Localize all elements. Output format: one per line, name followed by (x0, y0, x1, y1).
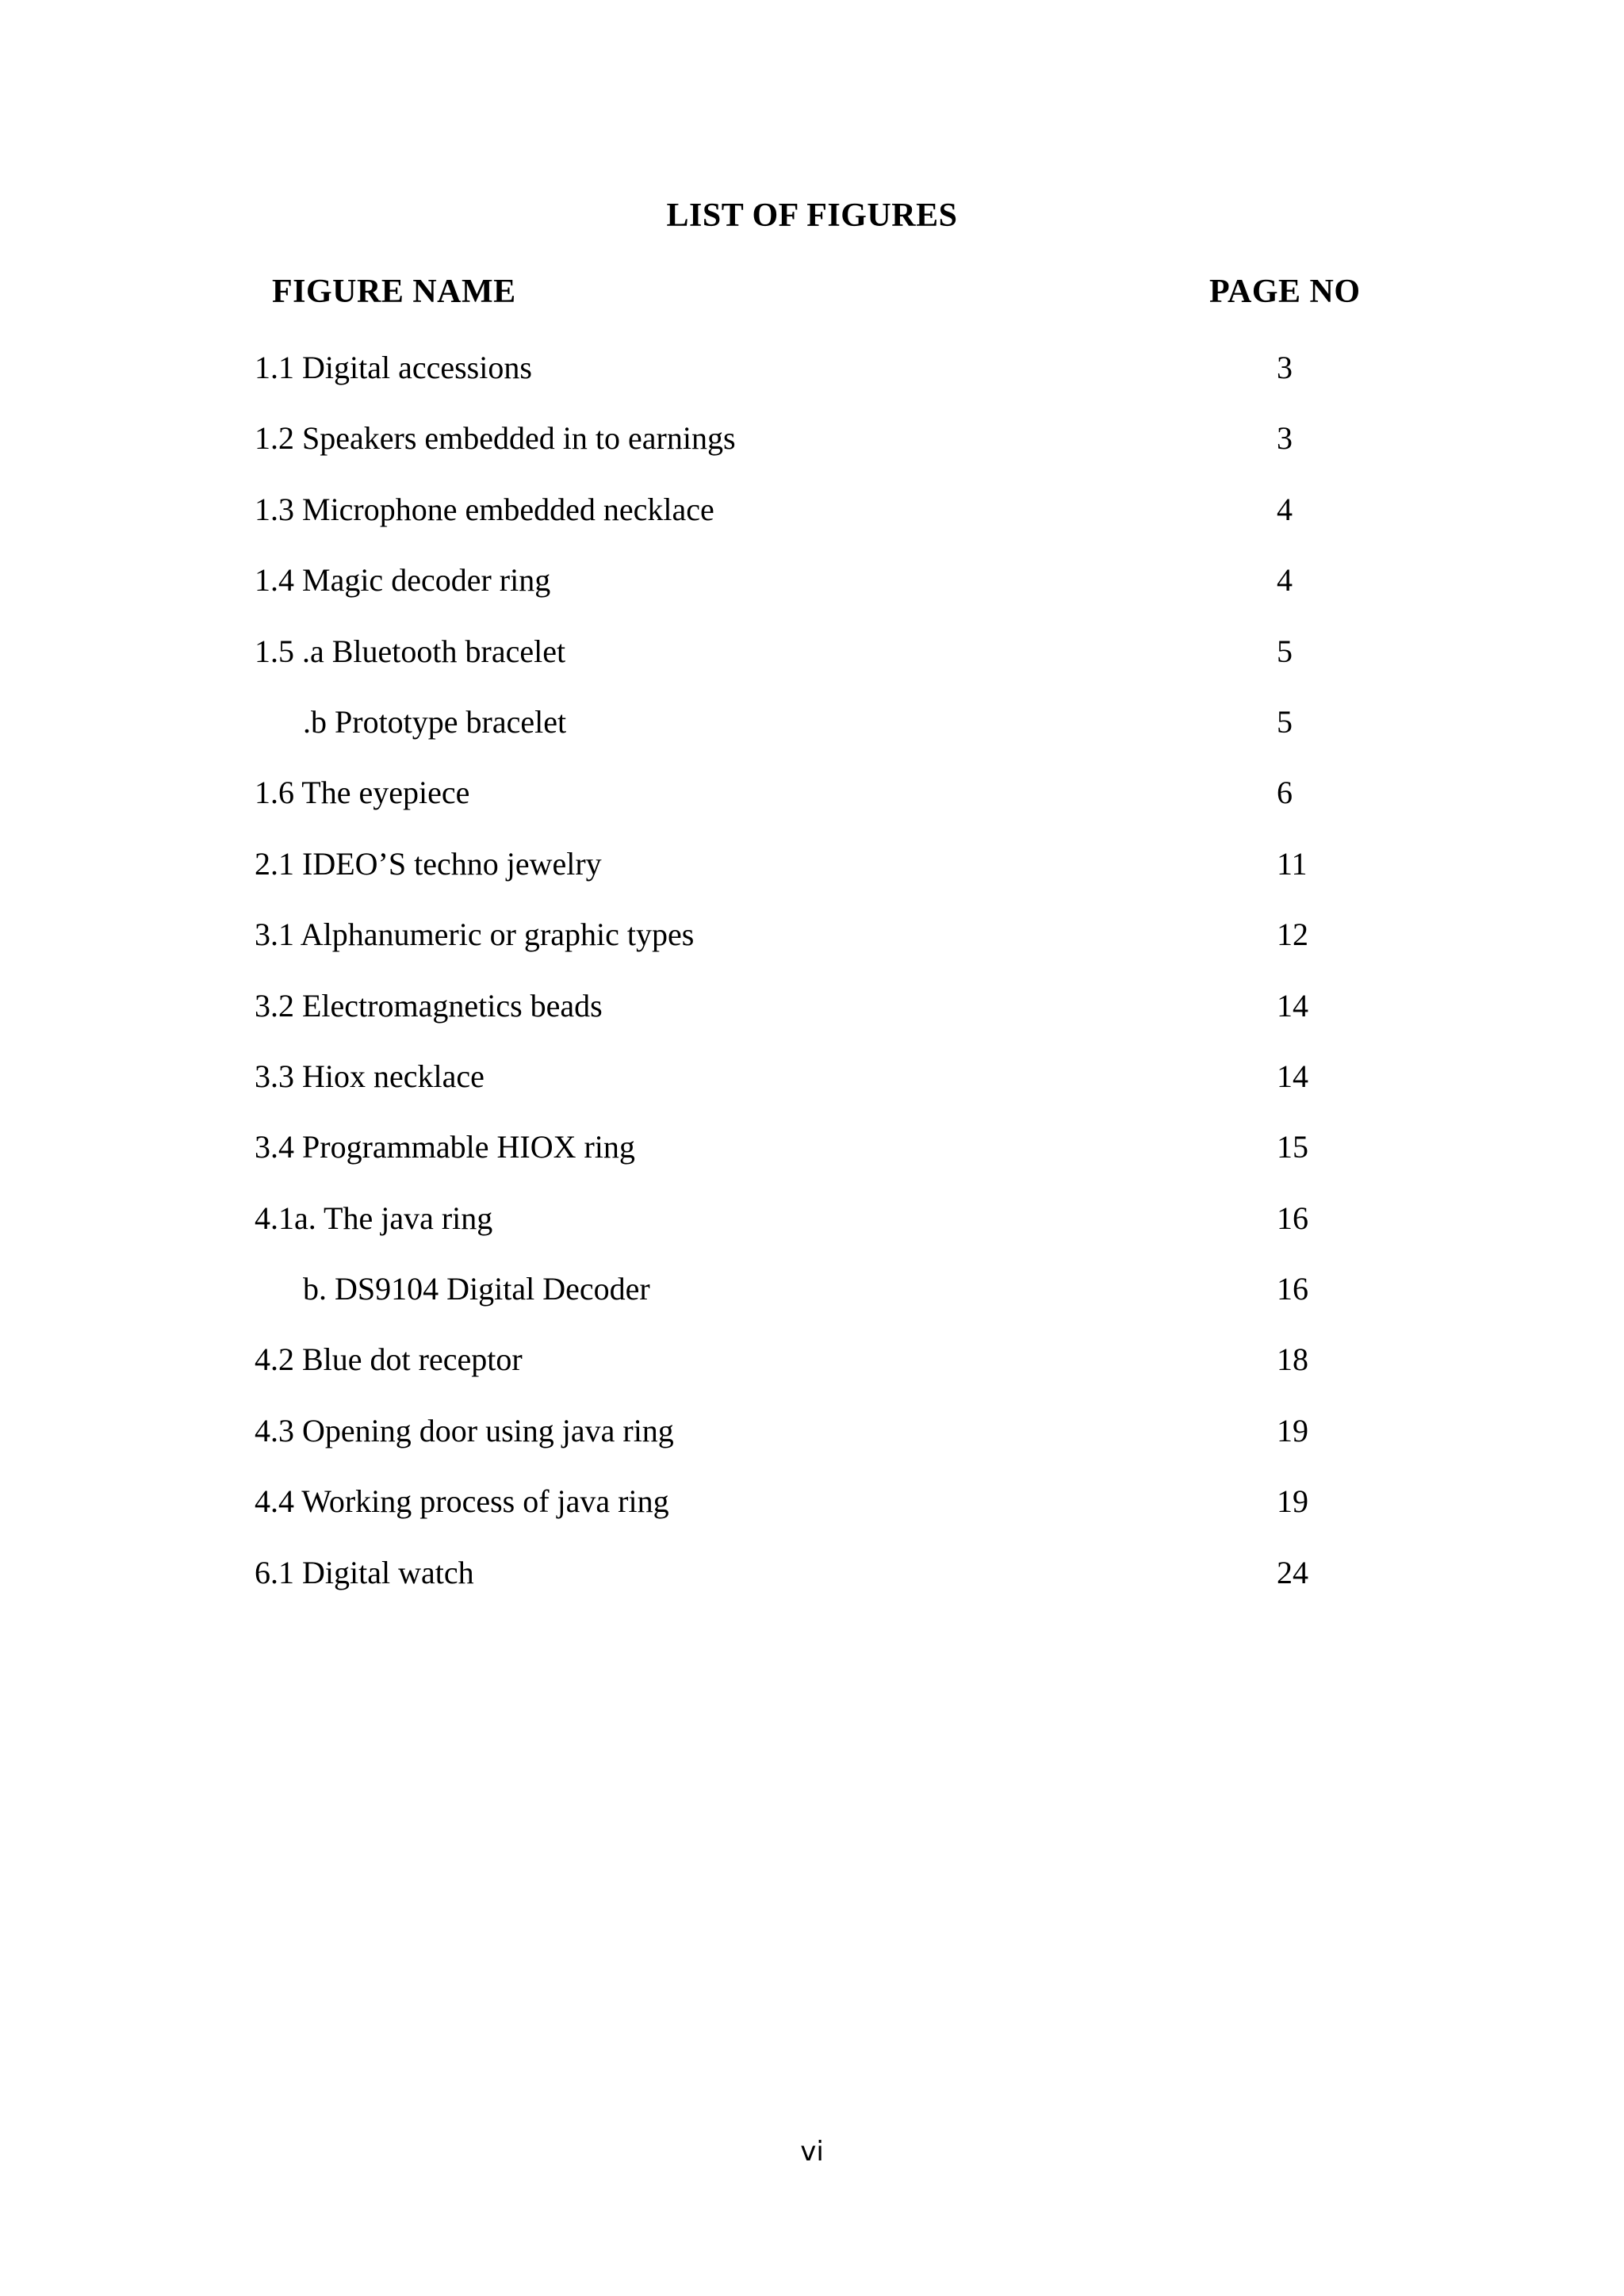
page-no-header: PAGE NO (1209, 274, 1361, 310)
figure-list-item (0, 1196, 1624, 1267)
figure-name-header: FIGURE NAME (272, 274, 516, 310)
figure-name: 6.1 Digital watch (255, 1554, 474, 1590)
figure-page-number: 14 (1277, 1058, 1308, 1094)
figure-list-item (0, 1125, 1624, 1196)
page-title: LIST OF FIGURES (666, 197, 958, 234)
figure-page-number: 15 (1277, 1129, 1308, 1165)
figure-page-number: 16 (1277, 1271, 1308, 1307)
figure-name: 3.4 Programmable HIOX ring (255, 1129, 635, 1165)
figure-name: 2.1 IDEO’S techno jewelry (255, 845, 602, 882)
figure-page-number: 19 (1277, 1483, 1308, 1520)
figure-list-item (0, 1054, 1624, 1125)
figure-name: 1.5 .a Bluetooth bracelet (255, 633, 566, 669)
figure-name: 1.4 Magic decoder ring (255, 562, 551, 599)
figure-page-number: 5 (1277, 703, 1293, 740)
figure-name: 3.3 Hiox necklace (255, 1058, 485, 1094)
figure-page-number: 4 (1277, 491, 1293, 527)
figure-page-number: 18 (1277, 1341, 1308, 1378)
figure-list-item (0, 913, 1624, 983)
figure-page-number: 14 (1277, 987, 1308, 1024)
figure-page-number: 24 (1277, 1554, 1308, 1590)
figure-list-item (0, 1337, 1624, 1408)
figure-list-item (0, 1479, 1624, 1550)
figure-name: 4.3 Opening door using java ring (255, 1412, 674, 1448)
figure-name: 4.2 Blue dot receptor (255, 1341, 523, 1378)
figure-page-number: 3 (1277, 350, 1293, 385)
figure-list-item (0, 488, 1624, 558)
figure-name: 1.6 The eyepiece (255, 775, 470, 811)
figure-name: 4.4 Working process of java ring (255, 1483, 669, 1520)
figure-page-number: 6 (1277, 775, 1293, 811)
figure-page-number: 11 (1277, 845, 1308, 882)
figure-list-item (0, 346, 1624, 416)
figure-page-number: 16 (1277, 1200, 1308, 1236)
figure-page-number: 5 (1277, 633, 1293, 669)
figure-name: b. DS9104 Digital Decoder (303, 1271, 650, 1307)
figure-list (0, 346, 1624, 1621)
figure-name: 1.1 Digital accessions (255, 350, 532, 385)
figure-page-number: 12 (1277, 916, 1308, 953)
figure-list-subitem (0, 1267, 1624, 1337)
figure-page-number: 19 (1277, 1412, 1308, 1448)
figure-list-item (0, 984, 1624, 1054)
figure-list-item (0, 416, 1624, 487)
figure-list-item (0, 1409, 1624, 1479)
figure-name: 1.2 Speakers embedded in to earnings (255, 420, 736, 457)
figure-name: 1.3 Microphone embedded necklace (255, 491, 714, 527)
figure-list-item (0, 629, 1624, 700)
figure-list-item (0, 842, 1624, 913)
figure-name: 4.1a. The java ring (255, 1200, 493, 1236)
figure-page-number: 3 (1277, 420, 1293, 457)
figure-list-item (0, 771, 1624, 841)
figure-list-item (0, 1551, 1624, 1621)
figure-name: 3.1 Alphanumeric or graphic types (255, 916, 695, 953)
figure-list-item (0, 558, 1624, 629)
figure-name: 3.2 Electromagnetics beads (255, 987, 603, 1024)
page-number: vi (800, 2136, 824, 2168)
figure-list-subitem (0, 700, 1624, 771)
figure-name: .b Prototype bracelet (303, 703, 567, 740)
figure-page-number: 4 (1277, 562, 1293, 599)
